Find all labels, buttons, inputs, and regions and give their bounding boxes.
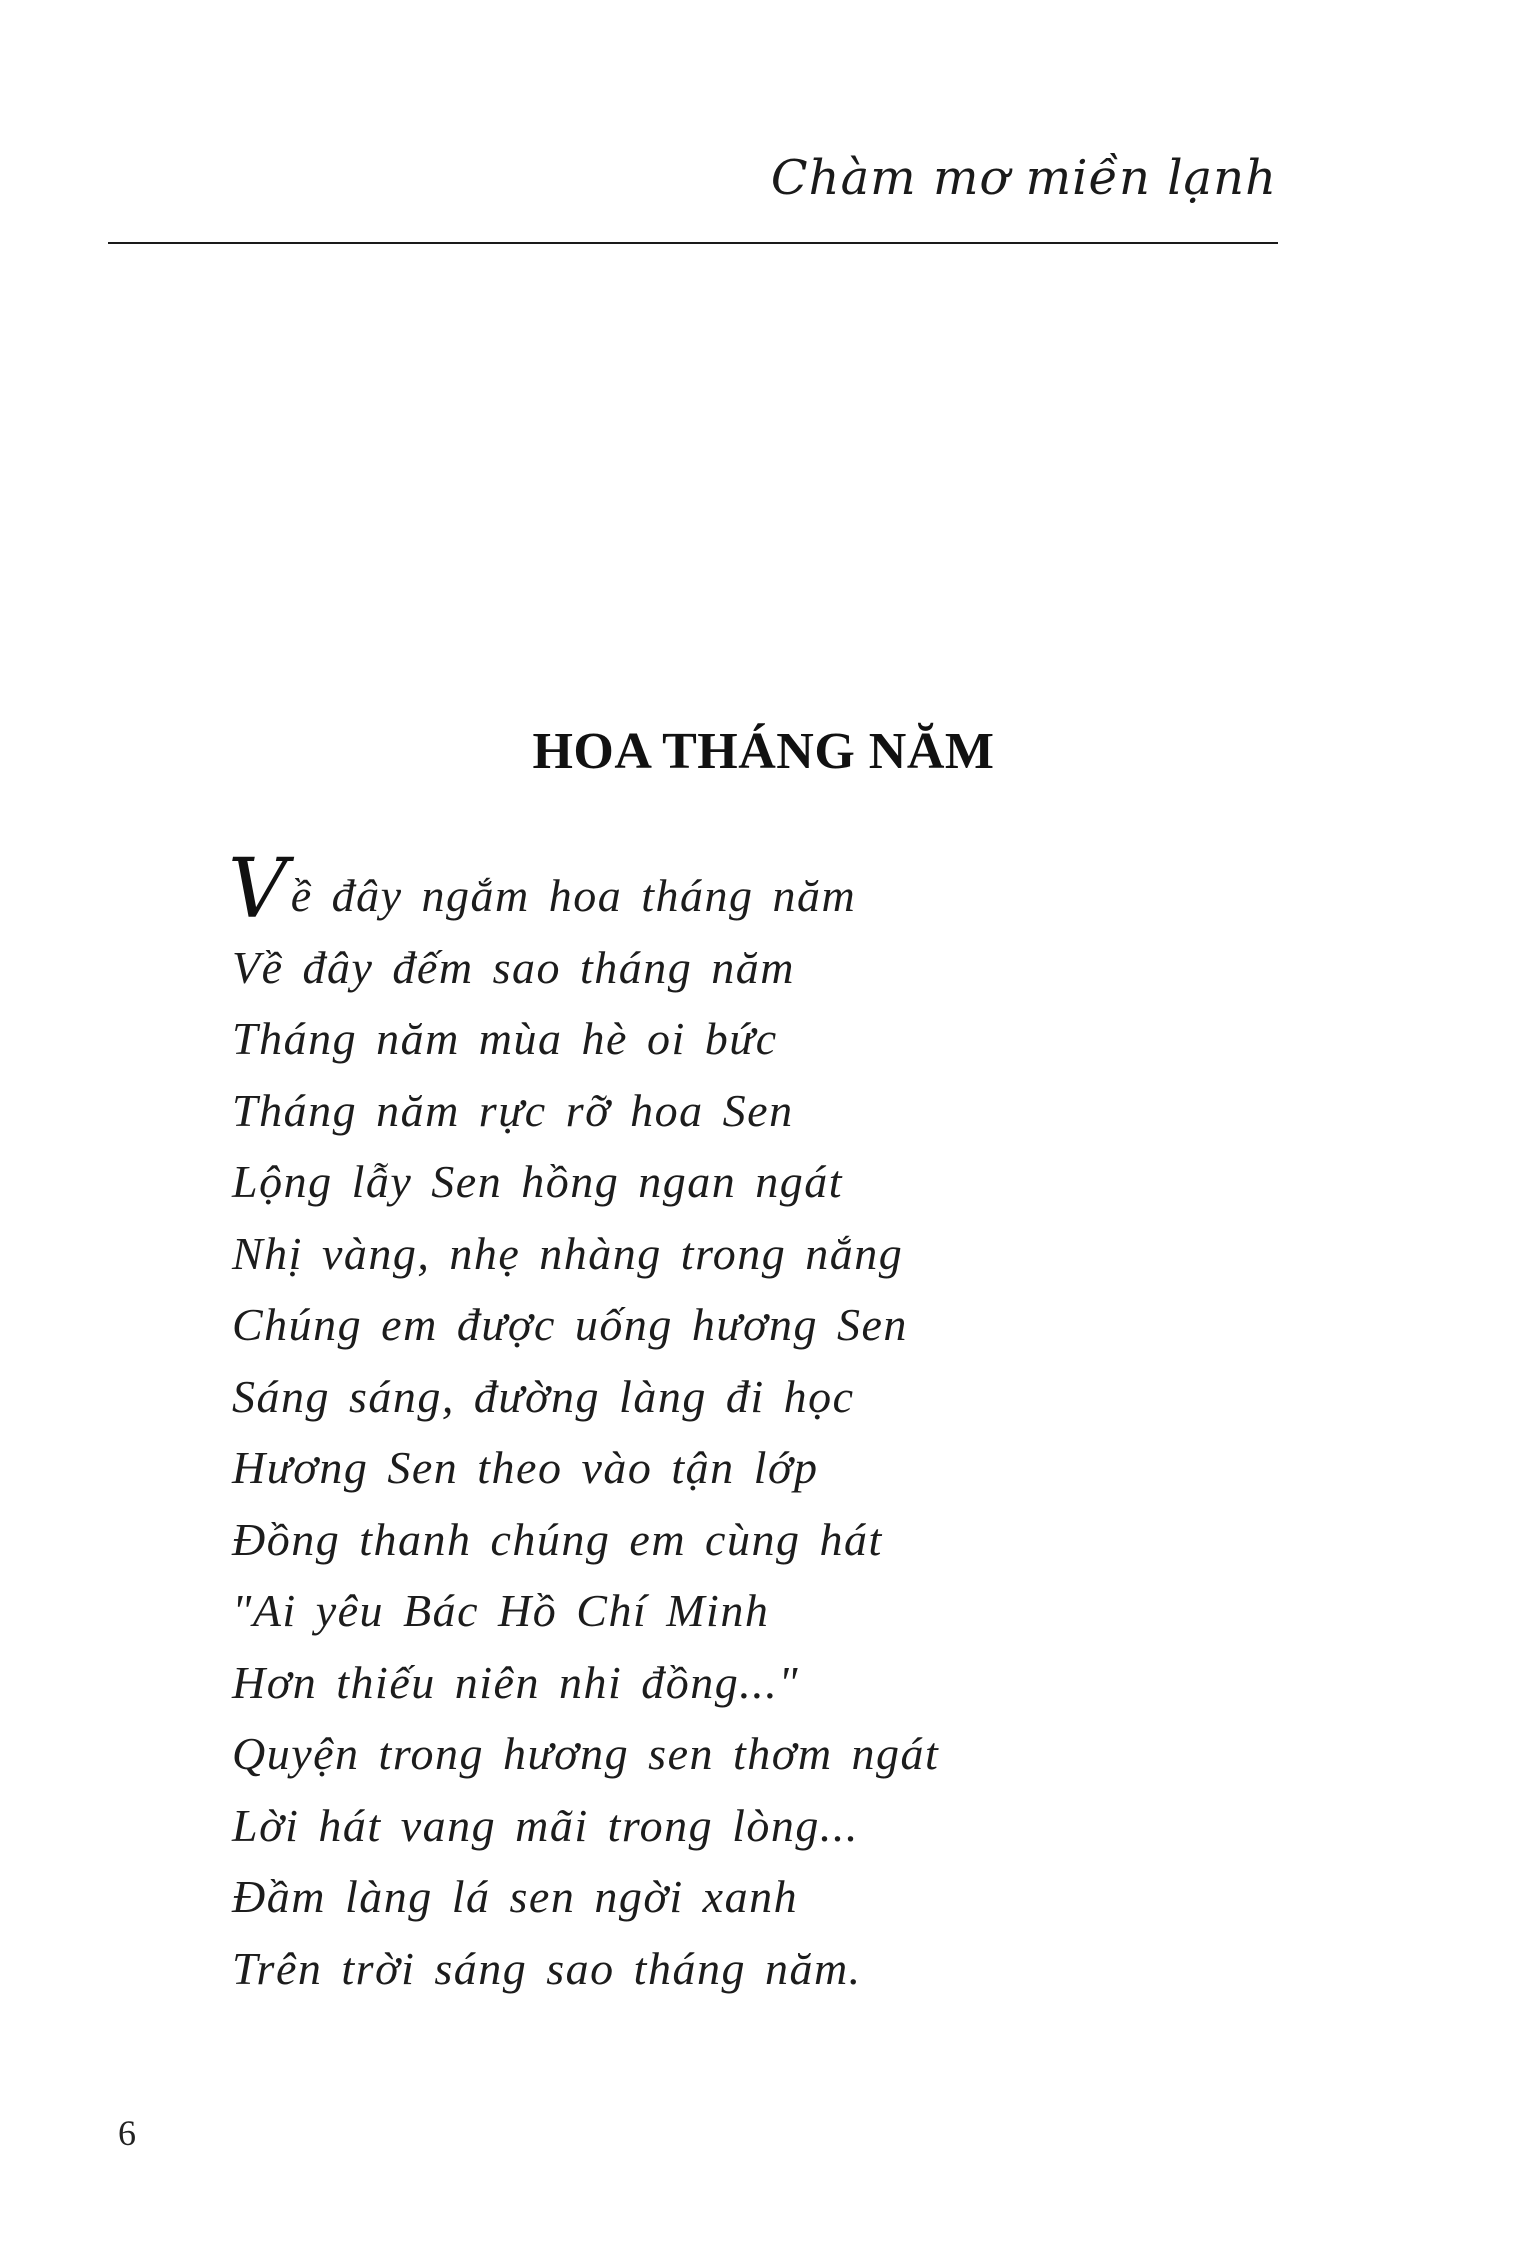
poem-line: Quyện trong hương sen thơm ngát bbox=[232, 1728, 940, 1779]
poem-line: Tháng năm rực rỡ hoa Sen bbox=[232, 1084, 794, 1136]
header-rule bbox=[108, 242, 1278, 244]
poem-line: Hơn thiếu niên nhi đồng..." bbox=[232, 1656, 800, 1708]
poem-line: Đầm làng lá sen ngời xanh bbox=[232, 1871, 799, 1922]
poem-body bbox=[228, 842, 1332, 2004]
poem-line: Chúng em được uống hương Sen bbox=[232, 1299, 908, 1350]
poem-line-text: ề đây ngắm hoa tháng năm bbox=[290, 870, 857, 921]
poem-line: Đồng thanh chúng em cùng hát bbox=[232, 1513, 883, 1565]
poem-line: Lộng lẫy Sen hồng ngan ngát bbox=[232, 1156, 843, 1207]
poem-line: Lời hát vang mãi trong lòng... bbox=[232, 1799, 859, 1851]
poem-line: Tháng năm mùa hè oi bức bbox=[232, 1013, 778, 1064]
drop-cap: V bbox=[228, 842, 289, 937]
poem-line: Về đây đếm sao tháng năm bbox=[232, 941, 795, 993]
poem-line: Nhị vàng, nhẹ nhàng trong nắng bbox=[232, 1227, 904, 1279]
poem-title: HOA THÁNG NĂM bbox=[532, 723, 995, 780]
page-number: 6 bbox=[118, 2113, 136, 2153]
running-header: Chàm mơ miền lạnh bbox=[770, 150, 1277, 206]
poem-line: Sáng sáng, đường làng đi học bbox=[232, 1370, 855, 1422]
poem-line: Trên trời sáng sao tháng năm. bbox=[232, 1942, 862, 1994]
poem-line: "Ai yêu Bác Hồ Chí Minh bbox=[232, 1585, 770, 1636]
poem-line bbox=[228, 842, 1332, 937]
poem-line: Hương Sen theo vào tận lớp bbox=[232, 1442, 819, 1493]
